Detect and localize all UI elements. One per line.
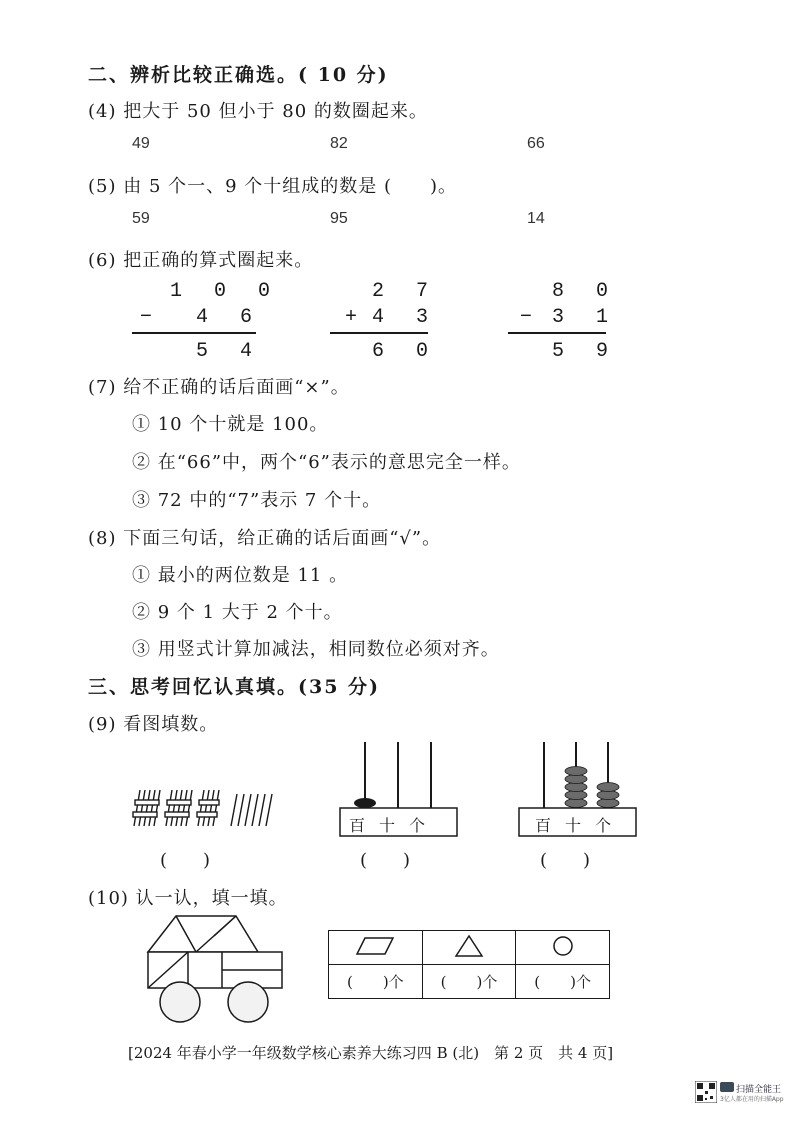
parallelogram-count[interactable]: ( )个	[329, 965, 423, 999]
circle-cell	[516, 931, 610, 965]
eq1-top: 1 0 0	[170, 280, 281, 303]
q5-option-3: 14	[527, 210, 545, 227]
abacus-1-bead	[354, 798, 376, 808]
q4-option-2: 82	[330, 135, 348, 152]
q8-item-1: ① 最小的两位数是 11 。	[132, 565, 349, 586]
q9-answer-blank-2[interactable]: ( )	[360, 850, 411, 871]
bundle-of-ten-3	[197, 790, 219, 826]
q7-item-2: ② 在“66”中，两个“6”表示的意思完全一样。	[132, 452, 521, 473]
parallelogram-icon	[355, 935, 395, 957]
scanner-app-tagline: 3亿人都在用的扫描App	[720, 1096, 784, 1103]
eq2-result: 6 0	[372, 340, 439, 363]
abacus-2-label-hundreds: 百	[535, 816, 566, 835]
eq2-top: 2 7	[372, 280, 439, 303]
q5-option-2: 95	[330, 210, 348, 227]
eq1-result: 5 4	[196, 340, 263, 363]
circle-icon	[551, 934, 575, 958]
question-9: (9) 看图填数。	[88, 714, 219, 735]
q7-item-1: ① 10 个十就是 100。	[132, 414, 329, 435]
section-2-title: 二、辨析比较正确选。( 10 分)	[88, 64, 389, 86]
question-6: (6) 把正确的算式圈起来。	[88, 250, 314, 271]
q8-item-2: ② 9 个 1 大于 2 个十。	[132, 602, 343, 623]
q4-option-1: 49	[132, 135, 150, 152]
question-7: (7) 给不正确的话后面画“×”。	[88, 377, 350, 398]
eq1-operator: −	[140, 306, 163, 329]
eq1-bottom: 4 6	[196, 306, 263, 329]
question-8: (8) 下面三句话，给正确的话后面画“√”。	[88, 528, 442, 549]
q4-option-3: 66	[527, 135, 545, 152]
eq3-bottom: 3 1	[552, 306, 619, 329]
eq3-operator: −	[520, 306, 543, 329]
stick-bundles-image	[130, 786, 275, 830]
eq3-result: 5 9	[552, 340, 619, 363]
eq2-bottom: 4 3	[372, 306, 439, 329]
bundle-of-ten-2	[165, 790, 192, 826]
shape-count-table	[328, 930, 610, 999]
triangle-cell	[422, 931, 516, 965]
single-sticks	[231, 794, 272, 826]
eq2-line	[330, 332, 428, 334]
q5-option-1: 59	[132, 210, 150, 227]
scanner-app-name: 扫描全能王	[736, 1085, 782, 1095]
triangle-count[interactable]: ( )个	[422, 965, 516, 999]
question-5: (5) 由 5 个一、9 个十组成的数是 ( )。	[88, 176, 458, 197]
abacus-2-labels	[535, 813, 625, 836]
eq3-line	[508, 332, 606, 334]
eq3-top: 8 0	[552, 280, 619, 303]
abacus-1-label-ones: 个	[409, 816, 440, 835]
abacus-1-label-hundreds: 百	[349, 816, 380, 835]
qr-code-icon	[695, 1081, 717, 1103]
q8-item-3: ③ 用竖式计算加减法，相同数位必须对齐。	[132, 639, 500, 660]
question-10: (10) 认一认，填一填。	[88, 888, 288, 909]
abacus-1-label-tens: 十	[379, 816, 410, 835]
shape-car-figure	[138, 912, 288, 1024]
q9-answer-blank-3[interactable]: ( )	[540, 850, 591, 871]
abacus-1-labels	[349, 813, 439, 836]
scanner-logo-icon	[720, 1082, 734, 1092]
triangle-icon	[454, 934, 484, 958]
section-3-title: 三、思考回忆认真填。(35 分)	[88, 676, 381, 698]
circle-count[interactable]: ( )个	[516, 965, 610, 999]
eq1-line	[132, 332, 256, 334]
q9-answer-blank-1[interactable]: ( )	[160, 850, 211, 871]
bundle-of-ten-1	[133, 790, 160, 826]
eq2-operator: +	[345, 306, 368, 329]
page-footer: [2024 年春小学一年级数学核心素养大练习四 B (北) 第 2 页 共 4 页]	[128, 1044, 614, 1062]
abacus-2-label-tens: 十	[565, 816, 596, 835]
parallelogram-cell	[329, 931, 423, 965]
q7-item-3: ③ 72 中的“7”表示 7 个十。	[132, 490, 382, 511]
abacus-2-label-ones: 个	[595, 816, 626, 835]
question-4: (4) 把大于 50 但小于 80 的数圈起来。	[88, 101, 428, 122]
